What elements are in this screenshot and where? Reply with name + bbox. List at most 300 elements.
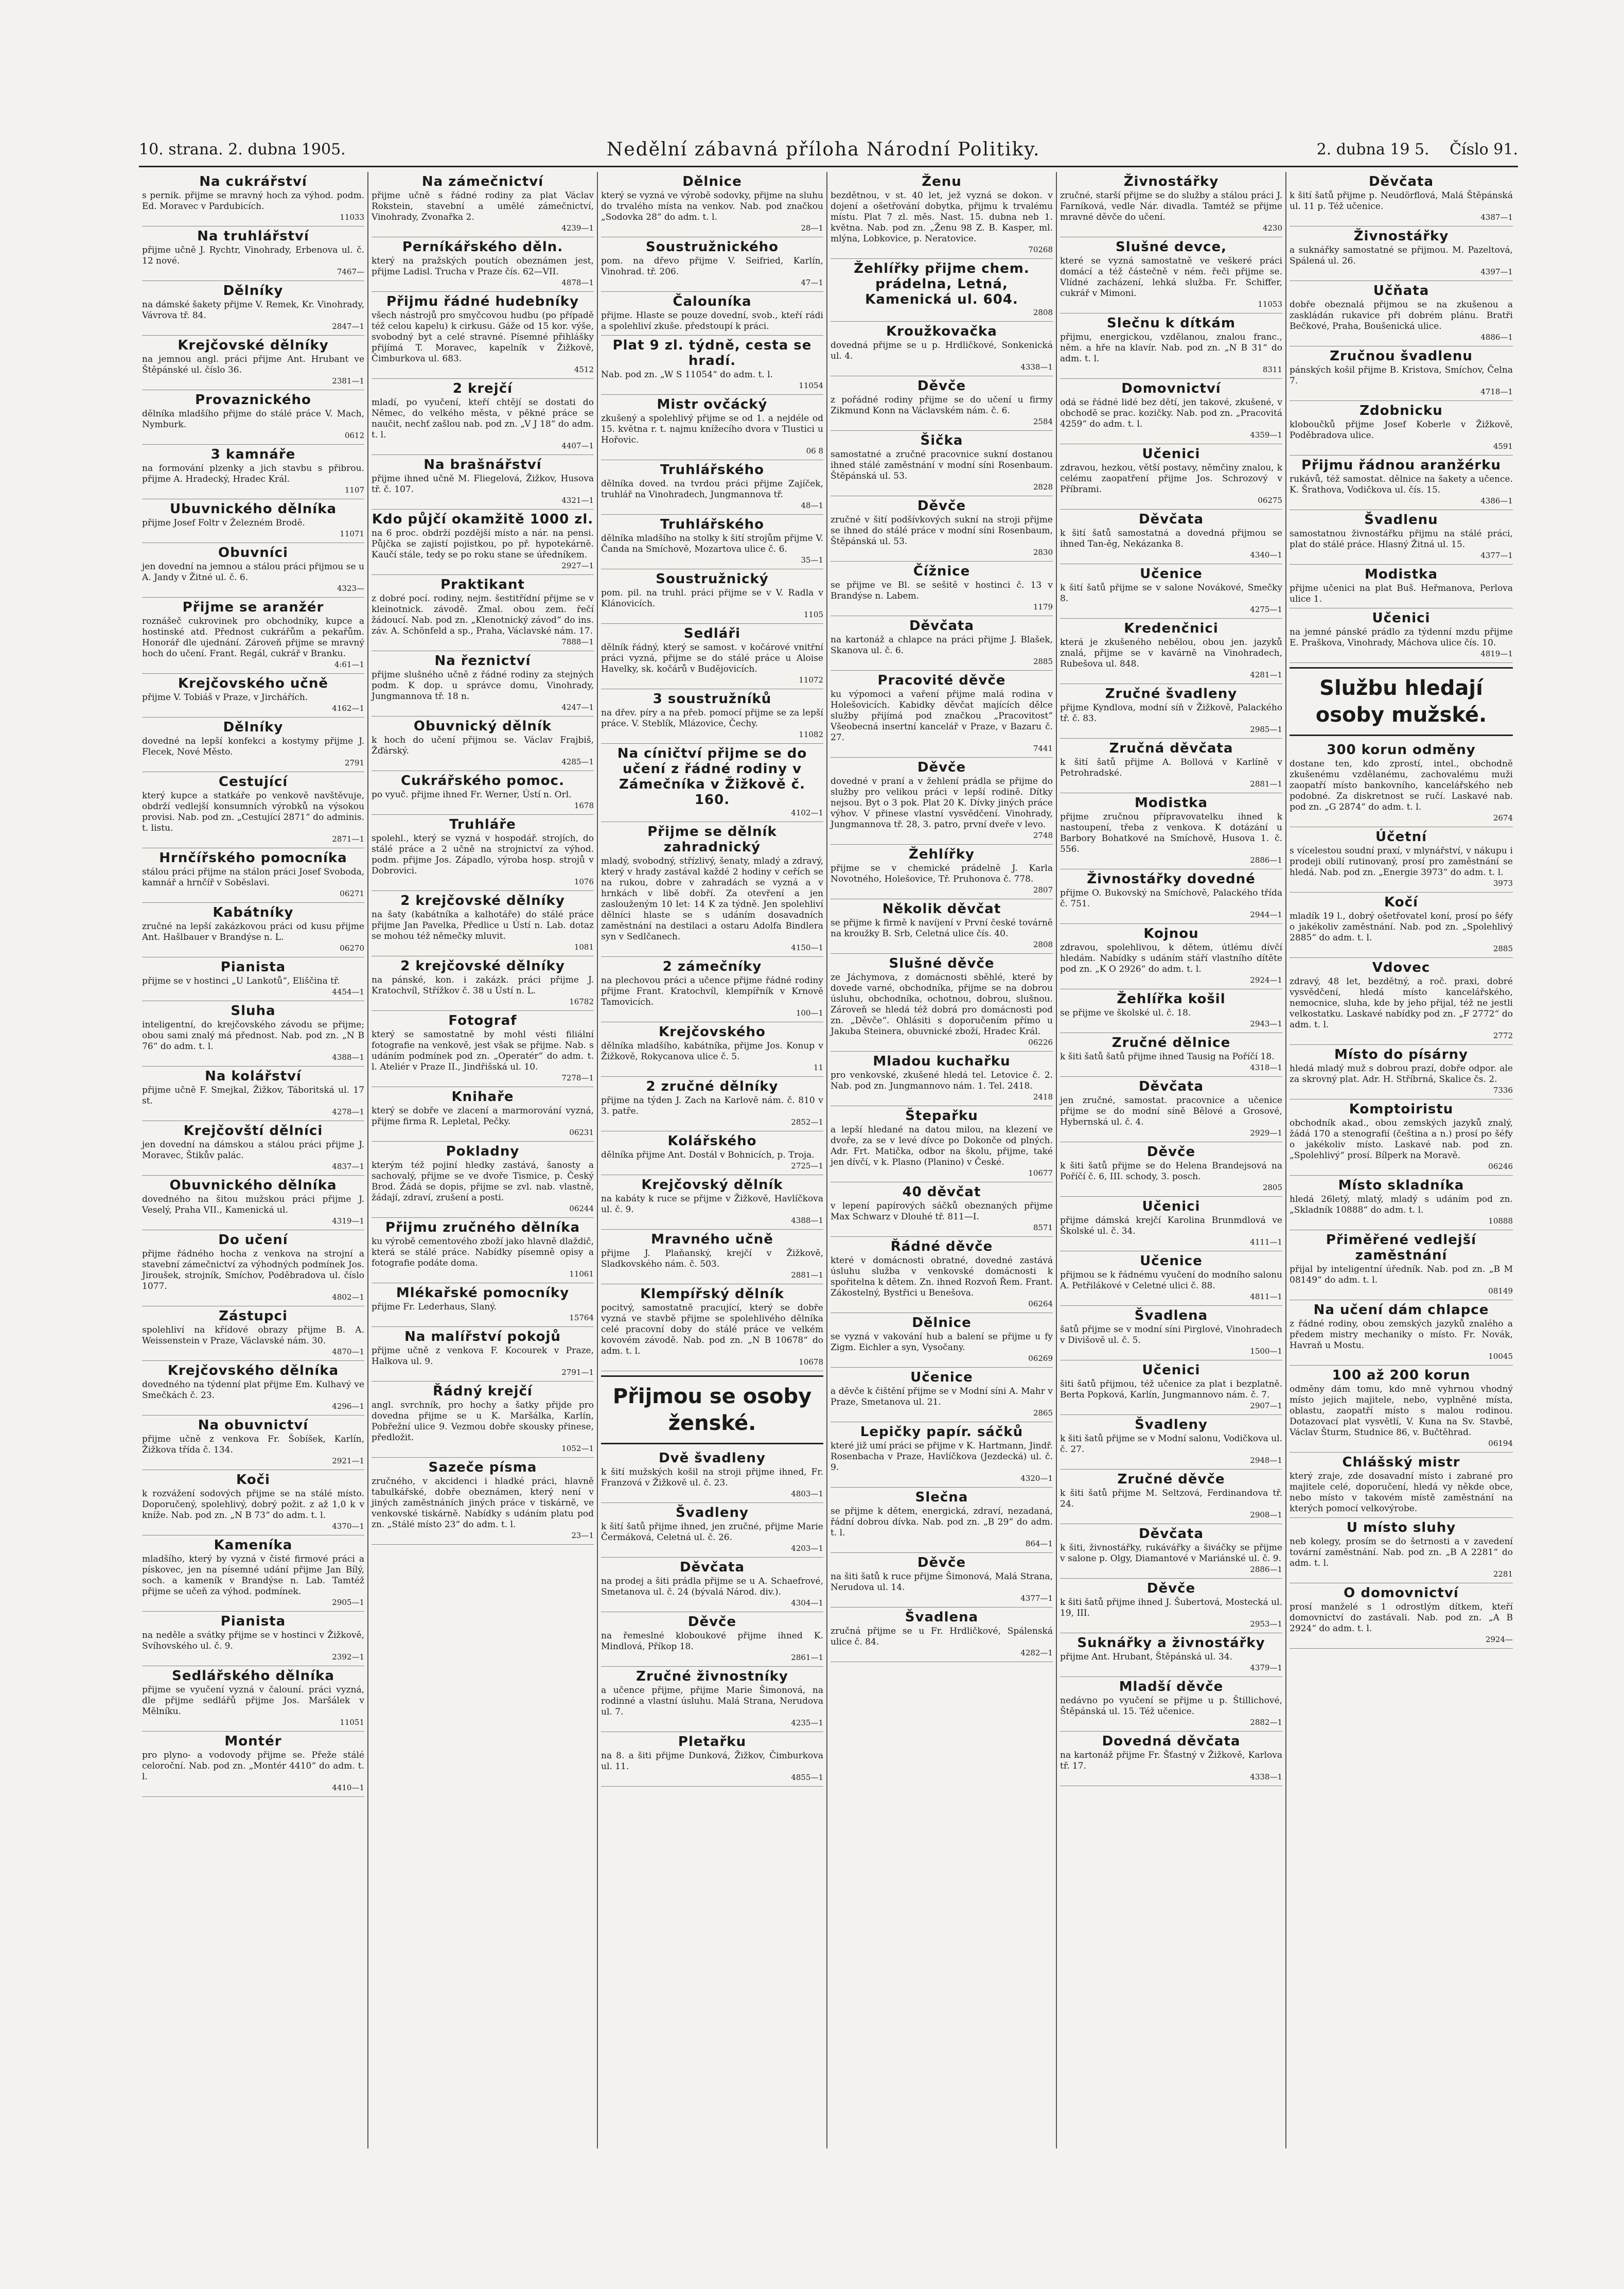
ad-text: které se vyzná samostatně ve veškeré práci domácí a též částečně v ném. řeči přijme se. Vlídné zacházení, lehká služba. Fr. Schiffer, cukrář v Mimoni. bbox=[1060, 256, 1282, 299]
ad-code: 4296—1 bbox=[332, 1402, 364, 1411]
ad-code: 8311 bbox=[1262, 365, 1282, 374]
ad-code: 7278—1 bbox=[561, 1073, 594, 1082]
ad-code: 4410—1 bbox=[332, 1783, 364, 1792]
ad-heading: Slečna bbox=[915, 1490, 968, 1505]
ad-text: zdravou, hezkou, větší postavy, němčiny znalou, k celému zaopatření přijme Jos. Schrozový v Příbrami. bbox=[1060, 463, 1282, 495]
ad-heading: Krejčovské dělníky bbox=[178, 338, 329, 353]
classified-ad bbox=[372, 815, 594, 891]
ad-code: 23—1 bbox=[571, 1531, 594, 1540]
classified-ad bbox=[831, 1607, 1053, 1662]
ad-heading: Děvče bbox=[687, 1614, 737, 1630]
ad-code: 11053 bbox=[1258, 300, 1282, 309]
ad-heading: Žehlířky bbox=[909, 847, 975, 862]
ad-heading: Do učení bbox=[218, 1232, 288, 1248]
ad-heading: Místo skladníka bbox=[1338, 1178, 1464, 1193]
ad-text: přijme Josef Foltr v Železném Brodě. bbox=[142, 518, 305, 528]
ad-heading: Kdo půjčí okamžitě 1000 zl. bbox=[372, 512, 594, 527]
classified-ad bbox=[372, 651, 594, 717]
ad-code: 4282—1 bbox=[1020, 1648, 1053, 1657]
classified-ad bbox=[372, 1458, 594, 1545]
classified-ad bbox=[142, 1176, 364, 1230]
ad-heading: Provaznického bbox=[195, 392, 311, 408]
classified-ad bbox=[372, 455, 594, 510]
classified-ad bbox=[601, 1612, 823, 1667]
ad-text: dovedná přijme se u p. Hrdličkové, Sonkenická ul. 4. bbox=[831, 340, 1053, 361]
classified-ad bbox=[142, 1067, 364, 1121]
classified-ad bbox=[1290, 346, 1513, 401]
ad-heading: Zručnou švadlenu bbox=[1330, 348, 1473, 364]
ad-heading: Soustružnického bbox=[646, 239, 779, 255]
classified-ad bbox=[601, 957, 823, 1022]
ad-heading: Sluha bbox=[231, 1003, 276, 1019]
classified-ad bbox=[142, 674, 364, 718]
ad-text: odměny dám tomu, kdo mně vyhrnou vhodný místo jejich majitele, nebo, vyplněné místa, oblastu, zaopatří místo s malou rodinou. Dotazovací plat vysvětlí, V. Kuna na Sv. Stavbě, Václav Šturm, Studnice 86, v. Bučtěhrad. bbox=[1290, 1384, 1513, 1438]
classified-ad bbox=[1060, 444, 1282, 510]
ad-code: 2674 bbox=[1493, 813, 1513, 823]
ad-code: 4359—1 bbox=[1250, 430, 1282, 440]
ad-heading: Děvče bbox=[917, 498, 966, 514]
ad-code: 06246 bbox=[1488, 1162, 1513, 1171]
classified-ad bbox=[831, 259, 1053, 322]
classified-ad bbox=[142, 1121, 364, 1176]
classified-ad bbox=[1060, 684, 1282, 739]
ad-text: přijme dámská krejčí Karolina Brunmdlová ve Školské ul. č. 34. bbox=[1060, 1215, 1282, 1236]
ad-heading: Klempířský dělník bbox=[640, 1286, 784, 1302]
classified-ad bbox=[1290, 172, 1513, 226]
ad-code: 4285—1 bbox=[561, 757, 594, 766]
ad-code: 2281 bbox=[1493, 1569, 1513, 1579]
ad-code: 1179 bbox=[1033, 602, 1053, 611]
ad-code: 2791 bbox=[344, 758, 364, 767]
classified-ad bbox=[601, 1022, 823, 1077]
ad-text: zdravou, spolehlivou, k dětem, útlému dívčí hledám. Nabídky s udáním stáří vlastního dítěte pod zn. „K O 2926“ do adm. t. l. bbox=[1060, 942, 1282, 974]
ad-code: 08149 bbox=[1488, 1286, 1513, 1296]
ad-text: ku výpomoci a vaření přijme malá rodina v Holešovicích. Kabidky děvčat majících dělce služby přijímá pod značkou „Pracovitost“ Všeobecná insertní kancelář v Praze, v Bazaru č. 27. bbox=[831, 689, 1053, 743]
ad-code: 2882—1 bbox=[1250, 1718, 1282, 1727]
ad-code: 2584 bbox=[1033, 417, 1053, 426]
classified-ad bbox=[1060, 172, 1282, 237]
ad-code: 2881—1 bbox=[791, 1270, 823, 1280]
ad-text: k šiti šatů přijme se do Helena Brandejsová na Poříčí č. 6, III. schody, 3. posch. bbox=[1060, 1161, 1282, 1182]
ad-text: který se dobře ve zlacení a marmorování vyzná, přijme firma R. Lepletal, Pečky. bbox=[372, 1106, 594, 1127]
ad-heading: Štepařku bbox=[905, 1108, 978, 1124]
ad-text: se přijme k firmě k navíjení v První české továrně na kroužky B. Srb, Celetná ulice čís. 40. bbox=[831, 918, 1053, 939]
ad-text: pom. pil. na truhl. práci přijme se v V. Radla v Klánovicích. bbox=[601, 588, 823, 609]
ad-text: na prodej a šiti prádla přijme se u A. Schaefrové, Smetanova ul. č. 24 (bývalá Národ. div.). bbox=[601, 1576, 823, 1597]
ad-code: 4377—1 bbox=[1020, 1594, 1053, 1603]
ad-code: 4878—1 bbox=[561, 278, 594, 287]
classified-ad bbox=[1290, 1366, 1513, 1453]
ad-heading: Učenice bbox=[1140, 566, 1203, 582]
ad-heading: Truhlářského bbox=[660, 462, 765, 478]
classified-ad bbox=[1060, 869, 1282, 924]
ad-code: 7467— bbox=[337, 267, 364, 276]
ad-code: 2886—1 bbox=[1250, 1565, 1282, 1574]
classified-ad bbox=[1290, 1583, 1513, 1649]
classified-ad bbox=[1060, 619, 1282, 684]
classified-ad bbox=[1060, 1360, 1282, 1415]
ad-heading: 2 krejčovské dělníky bbox=[400, 893, 565, 908]
ad-code: 4379—1 bbox=[1250, 1663, 1282, 1672]
ad-code: 2392—1 bbox=[332, 1652, 364, 1662]
classified-ad bbox=[1060, 1524, 1282, 1579]
classified-ad bbox=[1290, 1300, 1513, 1366]
classified-ad bbox=[372, 1218, 594, 1283]
ad-code: 16782 bbox=[569, 997, 594, 1006]
ad-heading: Řádné děvče bbox=[890, 1239, 993, 1254]
classified-ad bbox=[142, 281, 364, 336]
ad-code: 2885 bbox=[1033, 657, 1053, 666]
ad-heading: 2 krejčí bbox=[452, 381, 513, 396]
ad-text: přijme učně z venkova Fr. Šobíšek, Karlín, Žižkova třída č. 134. bbox=[142, 1434, 364, 1455]
ad-code: 11072 bbox=[799, 675, 823, 685]
classified-ad bbox=[372, 292, 594, 379]
classified-ad bbox=[1060, 989, 1282, 1033]
ad-code: 4340—1 bbox=[1250, 550, 1282, 560]
classified-ad bbox=[372, 1283, 594, 1327]
ad-text: k šití šatů přijme se v salone Novákové, Smečky 8. bbox=[1060, 583, 1282, 604]
ad-code: 4111—1 bbox=[1250, 1237, 1282, 1247]
classified-ad bbox=[372, 956, 594, 1011]
ad-heading: Dělnice bbox=[912, 1315, 972, 1331]
ad-text: neb kolegy, prosím se do šetrnosti a v zavedení tovární zaměstnání. Nab. pod zn. „B A 2281“ do adm. t. l. bbox=[1290, 1536, 1513, 1568]
classified-ad bbox=[1060, 510, 1282, 564]
classified-ad bbox=[1290, 401, 1513, 456]
classified-ad bbox=[142, 718, 364, 772]
ad-heading: Slušné děvče bbox=[889, 956, 995, 971]
ad-text: samostatné a zručné pracovnice sukní dostanou ihned stálé zaměstnání v modní síni Rosenbaum. Štěpánská ul. 53. bbox=[831, 449, 1053, 481]
ad-heading: Švadlena bbox=[1134, 1308, 1208, 1323]
ad-code: 2943—1 bbox=[1250, 1019, 1282, 1028]
classified-ad bbox=[831, 845, 1053, 899]
ad-code: 10677 bbox=[1028, 1168, 1053, 1178]
ad-code: 2381—1 bbox=[332, 376, 364, 386]
ad-code: 1107 bbox=[344, 485, 364, 495]
ad-text: k šití šatů přijme ihned, jen zručné, přijme Marie Čermáková, Celetná ul. č. 26. bbox=[601, 1522, 823, 1543]
ad-heading: Pletařku bbox=[678, 1734, 747, 1750]
ad-code: 35—1 bbox=[801, 555, 823, 565]
classified-ad bbox=[831, 616, 1053, 671]
ad-code: 4203—1 bbox=[791, 1544, 823, 1553]
header-date: 2. dubna 19 5. bbox=[1316, 140, 1429, 159]
ad-text: k šití šatů samostatná a dovedná přijmou se ihned Tan-ěg, Nekázanka 8. bbox=[1060, 528, 1282, 549]
ad-text: mladšího, který by vyzná v čisté firmové práci a pískovec, jen na písemné udání přijme Jan Bílý, soch. a kameník v Brandýse n. Lab. Tamtéž přijme se učeň za výhod. podmínek. bbox=[142, 1554, 364, 1597]
ad-heading: Na učení dám chlapce bbox=[1313, 1302, 1489, 1318]
ad-heading: Krejčovský dělník bbox=[641, 1177, 783, 1193]
ad-text: na dámské šakety přijme V. Remek, Kr. Vinohrady, Vávrova tř. 84. bbox=[142, 300, 364, 321]
page-number-date: 10. strana. 2. dubna 1905. bbox=[139, 140, 346, 159]
ad-text: zručné v šití podšívkových sukní na stroji přijme se ihned do stálé práce v modní síni Rosenbaum, Štěpánská ul. 53. bbox=[831, 515, 1053, 547]
ad-code: 4247—1 bbox=[561, 703, 594, 712]
ad-heading: Zručná děvčata bbox=[1109, 741, 1233, 756]
classified-ad bbox=[372, 1011, 594, 1087]
ad-code: 2924—1 bbox=[1250, 975, 1282, 985]
ad-code: 4162—1 bbox=[332, 704, 364, 713]
ad-heading: Suknářky a živnostářky bbox=[1077, 1635, 1265, 1651]
classified-ad bbox=[601, 1558, 823, 1612]
ad-text: přijme ihned učně M. Fliegelová, Žižkov, Husova tř. č. 107. bbox=[372, 474, 594, 495]
ad-heading: Slečnu k dítkám bbox=[1107, 316, 1235, 331]
classified-ad bbox=[372, 771, 594, 815]
ad-text: přijme se v chemické prádelně J. Karla Novotného, Holešovice, Tř. Pruhonova č. 778. bbox=[831, 863, 1053, 884]
classified-ad bbox=[372, 172, 594, 237]
ad-heading: Učňata bbox=[1373, 283, 1429, 299]
ad-text: který se vyzná ve výrobě sodovky, přijme na sluhu do trvalého místa na venkov. Nab. pod značkou „Sodovka 28“ do adm. t. l. bbox=[601, 190, 823, 222]
ad-text: angl. svrchník, pro hochy a šatky přijde pro dovedna přijme se u K. Maršálka, Karlín, Pobřežní ulice 9. Vezmou dobře skousky přinese, předložit. bbox=[372, 1400, 594, 1443]
classified-ad bbox=[1060, 1251, 1282, 1306]
ad-text: se přijme ve Bl. se sešitě v hostinci č. 13 v Brandýse n. Labem. bbox=[831, 580, 1053, 601]
section-heading: Službu hledají osoby mužské. bbox=[1290, 667, 1513, 736]
classified-ad bbox=[142, 1732, 364, 1797]
ad-text: který kupce a statkáře po venkově navštěvuje, obdrží vedlejší konsumních výrobků na výsokou provisi. Nab. pod zn. „Cestující 2871“ do adminis. t. listu. bbox=[142, 791, 364, 833]
ad-code: 15764 bbox=[569, 1313, 594, 1322]
ad-code: 2924— bbox=[1485, 1635, 1513, 1644]
issue-number: Číslo 91. bbox=[1450, 140, 1518, 159]
ad-code: 2725—1 bbox=[791, 1161, 823, 1170]
classified-ad bbox=[142, 390, 364, 445]
classified-ad bbox=[601, 822, 823, 957]
ad-text: ku výrobě cementového zboží jako hlavně dlaždič, která se stálé práce. Nabídky písemně opisy a fotografie podáte doma. bbox=[372, 1236, 594, 1268]
ad-heading: Mlékařské pomocníky bbox=[396, 1285, 570, 1301]
ad-text: dovedného na šitou mužskou práci přijme J. Veselý, Praha VII., Kamenická ul. bbox=[142, 1194, 364, 1215]
ad-text: přijme O. Bukovský na Smíchově, Palackého třída č. 751. bbox=[1060, 888, 1282, 909]
ad-code: 11054 bbox=[799, 381, 823, 390]
ad-heading: Švadleny bbox=[676, 1505, 749, 1521]
classified-ad bbox=[1060, 793, 1282, 869]
ad-text: pom. na dřevo přijme V. Seifried, Karlín, Vinohrad. tř. 206. bbox=[601, 256, 823, 277]
classified-ad bbox=[831, 1106, 1053, 1182]
classified-ad bbox=[1290, 1099, 1513, 1176]
supplement-title: Nedělní zábavná příloha Národní Politiky. bbox=[606, 138, 1040, 160]
ad-heading: Truhláře bbox=[449, 817, 516, 832]
ad-heading: Praktikant bbox=[440, 577, 525, 592]
ad-text: přijme Kyndlova, modní síň v Žižkově, Palackého tř. č. 83. bbox=[1060, 703, 1282, 724]
ad-code: 4388—1 bbox=[791, 1216, 823, 1225]
ad-heading: Děvče bbox=[1146, 1144, 1196, 1160]
ad-code: 1052—1 bbox=[561, 1444, 594, 1453]
classified-ad bbox=[831, 899, 1053, 954]
classified-ad bbox=[372, 1087, 594, 1142]
classified-ad bbox=[601, 515, 823, 569]
ad-heading: Učenici bbox=[1142, 1199, 1201, 1214]
ad-text: se přijme k dětem, energická, zdraví, nezadaná, řádní dobrou dívka. Nab. pod zn. „B 29“ do adm. t. l. bbox=[831, 1506, 1053, 1538]
ad-text: k šiti šatů přijme se v Modní salonu, Vodičkova ul. č. 27. bbox=[1060, 1434, 1282, 1455]
ad-text: zručné na lepší zakázkovou práci od kusu přijme Ant. Hašlbauer v Brandýse n. L. bbox=[142, 921, 364, 942]
ad-heading: Krejčovského bbox=[659, 1024, 766, 1040]
classified-ad bbox=[601, 569, 823, 624]
classified-ad bbox=[372, 575, 594, 651]
ad-code: 4407—1 bbox=[561, 441, 594, 450]
ad-heading: Řádný krejčí bbox=[433, 1384, 533, 1399]
ad-text: přijme učně s řádné rodiny za plat Václav Rokstein, stavební a umělé zámečnictví, Vinohrady, Zvonařka 2. bbox=[372, 190, 594, 222]
ad-code: 4239—1 bbox=[561, 223, 594, 233]
ad-code: 2881—1 bbox=[1250, 779, 1282, 789]
classified-ad bbox=[142, 1470, 364, 1535]
ad-text: přijmou se k řádnému vyučení do modního salonu A. Petřilákové v Celetné ulici č. 88. bbox=[1060, 1270, 1282, 1291]
ad-heading: Domovnictví bbox=[1121, 381, 1221, 396]
ad-code: 2808 bbox=[1033, 940, 1053, 949]
ad-text: přijme slušného učně z řádné rodiny za stejných podm. K dop. u správce domu, Vinohrady, Jungmannova tř. 18 n. bbox=[372, 670, 594, 702]
classified-ad bbox=[372, 891, 594, 956]
ad-code: 2948—1 bbox=[1250, 1456, 1282, 1465]
classified-ad bbox=[1290, 1453, 1513, 1518]
ad-text: k šiti, živnostářky, rukávářky a šiváčky se přijme v salone p. Olgy, Diamantové v Mariánské ul. č. 9. bbox=[1060, 1543, 1282, 1564]
ad-heading: Švadlena bbox=[905, 1610, 979, 1625]
ad-heading: Ubuvnického dělníka bbox=[169, 501, 337, 517]
ad-heading: Děvče bbox=[917, 1555, 966, 1570]
ad-text: přijme učně z venkova F. Kocourek v Praze, Halkova ul. 9. bbox=[372, 1346, 594, 1367]
ad-code: 4819—1 bbox=[1480, 649, 1513, 658]
classified-ad bbox=[372, 510, 594, 575]
ad-heading: U místo sluhy bbox=[1346, 1520, 1456, 1535]
ad-code: 2907—1 bbox=[1250, 1401, 1282, 1410]
header-rule bbox=[139, 166, 1518, 167]
classified-ad bbox=[1290, 1230, 1513, 1300]
ad-heading: Místo do písárny bbox=[1334, 1047, 1468, 1062]
classified-ad bbox=[1290, 893, 1513, 958]
classified-ad bbox=[1060, 1077, 1282, 1142]
classified-ad bbox=[601, 1230, 823, 1284]
classified-ad bbox=[1060, 1197, 1282, 1251]
ad-text: hledá 26letý, mlatý, mladý s udáním pod zn. „Skladník 10888“ do adm. t. l. bbox=[1290, 1194, 1513, 1215]
ad-code: 8571 bbox=[1033, 1223, 1053, 1232]
ad-code: 06275 bbox=[1258, 496, 1282, 505]
classified-ad bbox=[831, 431, 1053, 496]
ad-heading: Obuvnický dělník bbox=[413, 719, 552, 734]
ad-code: 10888 bbox=[1488, 1216, 1513, 1226]
classified-ad bbox=[1290, 510, 1513, 565]
classified-ad bbox=[142, 1361, 364, 1416]
classified-ad bbox=[601, 689, 823, 744]
ad-text: které již umí práci se přijme v K. Hartmann, Jindř. Rosenbacha v Praze, Havlíčkova (Jezdecká) ul. č. 9. bbox=[831, 1441, 1053, 1473]
classified-ad bbox=[142, 543, 364, 598]
ad-heading: 3 soustružníků bbox=[652, 691, 772, 707]
classified-ad bbox=[372, 237, 594, 292]
ad-code: 0612 bbox=[344, 431, 364, 440]
ad-text: s pernik. přijme se mravný hoch za výhod. podm. Ed. Moravec v Pardubicích. bbox=[142, 190, 364, 212]
ad-heading: Na truhlářství bbox=[197, 229, 309, 244]
ad-heading: O domovnictví bbox=[1344, 1585, 1459, 1601]
classified-ad bbox=[1290, 565, 1513, 608]
ad-code: 4386—1 bbox=[1480, 496, 1513, 505]
ad-code: 06231 bbox=[569, 1128, 594, 1137]
classified-ad bbox=[142, 1612, 364, 1666]
ad-heading: Švadleny bbox=[1135, 1417, 1208, 1432]
ad-text: který se samostatně by mohl vésti filiální fotografie na venkově, jest však se přijme. Nab. s udáním podmínek pod zn. „Operatér“ do adm. t. l. Ateliér v Praze II., Jindřišská ul. 10. bbox=[372, 1029, 594, 1072]
ad-heading: Obuvníci bbox=[218, 545, 288, 561]
ad-heading: Živnostářky dovedné bbox=[1087, 871, 1256, 887]
ad-code: 2953—1 bbox=[1250, 1619, 1282, 1629]
classified-ad bbox=[601, 292, 823, 336]
ad-text: na neděle a svátky přijme se v hostinci v Žižkově, Svíhovského ul. č. 9. bbox=[142, 1630, 364, 1651]
classified-ad bbox=[831, 954, 1053, 1052]
ad-text: a učence přijme, přijme Marie Šimonová, na rodinné a vlastní úsluhu. Malá Strana, Nerudova ul. 7. bbox=[601, 1685, 823, 1717]
ad-text: dostane ten, kdo zprostí, intel., obchodně zkušenému vzdělanému, zachovalému muži zaopatří místo bankovního, kancelářského neb podobné. Za diskretnost se ručí. Laskavé nab. pod zn. „G 2874“ do adm. t. l. bbox=[1290, 759, 1513, 812]
ad-code: 06269 bbox=[1028, 1354, 1053, 1363]
ad-text: pro plyno- a vodovody přijme se. Přeže stálé celoroční. Nab. pod zn. „Montér 4410“ do adm. t. l. bbox=[142, 1750, 364, 1782]
ad-code: 2885 bbox=[1493, 944, 1513, 953]
ad-text: přijme Ant. Hrubant, Štěpánská ul. 34. bbox=[1060, 1652, 1232, 1662]
ad-code: 4512 bbox=[574, 365, 594, 374]
ad-code: 4855—1 bbox=[791, 1773, 823, 1782]
ad-code: 70268 bbox=[1028, 245, 1053, 254]
ad-code: 2807 bbox=[1033, 885, 1053, 895]
classified-ad bbox=[1060, 924, 1282, 989]
classified-ad bbox=[601, 172, 823, 237]
ad-heading: Komptoiristu bbox=[1349, 1102, 1454, 1117]
ad-heading: Čížnice bbox=[913, 564, 970, 579]
ad-heading: Přijme se aranžér bbox=[182, 600, 324, 615]
classified-ad bbox=[601, 1077, 823, 1131]
ad-heading: Na malířství pokojů bbox=[404, 1329, 561, 1344]
ad-text: z dobré pocí. rodiny, nejm. šestitřídní přijme se v kleinotnick. závodě. Zmal. obou zem. řečí žádoucí. Nab. pod zn. „Klenotnický závod“ do ins. záv. A. Schönfeld a sp., Praha, Václavské nám. 17. bbox=[372, 593, 594, 636]
ad-heading: Zručné švadleny bbox=[1105, 686, 1238, 702]
ad-heading: Švadlenu bbox=[1364, 512, 1438, 528]
ad-code: 2772 bbox=[1493, 1031, 1513, 1040]
ad-heading: Lepičky papír. sáčků bbox=[860, 1424, 1023, 1440]
ad-heading: Modistka bbox=[1135, 795, 1208, 811]
ad-heading: Několik děvčat bbox=[882, 901, 1001, 917]
ad-text: na 8. a šiti přijme Dunková, Žižkov, Čimburkova ul. 11. bbox=[601, 1751, 823, 1772]
classified-ad bbox=[1290, 958, 1513, 1045]
ad-text: na dřev. píry a na přeb. pomocí přijme se za lepší práce. V. Steblík, Mlázovice, Čechy. bbox=[601, 708, 823, 729]
ad-text: rukávů, též samostat. dělnice na šakety a učence. K. Šrathova, Vodičkova ul. čís. 15. bbox=[1290, 474, 1513, 495]
ad-heading: Mladší děvče bbox=[1119, 1679, 1224, 1694]
ad-code: 4397—1 bbox=[1480, 267, 1513, 276]
classified-ad bbox=[1060, 1142, 1282, 1197]
ad-text: dělník řádný, který se samost. v kočárové vnitřní práci vyzná, přijme se do stálé práce u Aloise Havelky, sk. kočárů v Budějovicích. bbox=[601, 642, 823, 674]
classified-ad bbox=[1060, 1633, 1282, 1677]
ad-text: dělníka mladšího, kabátníka, přijme Jos. Konup v Žižkově, Rokycanova ulice č. 5. bbox=[601, 1041, 823, 1062]
classified-ad bbox=[142, 172, 364, 226]
classified-ad bbox=[1060, 1470, 1282, 1524]
ad-text: na řemeslné kloboukové přijme ihned K. Mindlová, Příkop 18. bbox=[601, 1631, 823, 1652]
ad-code: 11 bbox=[813, 1063, 823, 1072]
ad-code: 4230 bbox=[1262, 223, 1282, 233]
ad-heading: Kolářského bbox=[667, 1133, 757, 1149]
ad-code: 28—1 bbox=[801, 223, 823, 233]
ad-code: 4803—1 bbox=[791, 1489, 823, 1498]
ad-text: hledá mladý muž s dobrou prazí, dobře odpor. ale za skrovný plat. Adr. H. Stříbrná, Skalice čs. 2. bbox=[1290, 1063, 1513, 1085]
ad-code: 4320—1 bbox=[1020, 1474, 1053, 1483]
ad-text: dělníka mladšího přijme do stálé práce V. Mach, Nymburk. bbox=[142, 409, 364, 430]
ad-heading: Dělníky bbox=[223, 283, 284, 299]
classified-ad bbox=[601, 1448, 823, 1503]
ad-text: dělníka přijme Ant. Dostál v Bohnicích, p. Troja. bbox=[601, 1150, 815, 1160]
ad-code: 4235—1 bbox=[791, 1718, 823, 1727]
ad-code: 4319—1 bbox=[332, 1216, 364, 1226]
ad-heading: Soustružnický bbox=[656, 571, 769, 587]
ad-text: dělníka mladšího na stolky k šití strojům přijme V. Čanda na Smíchově, Mozartova ulice č. 6. bbox=[601, 533, 823, 554]
ad-code: 864—1 bbox=[1025, 1539, 1053, 1548]
classified-ad bbox=[1290, 1176, 1513, 1230]
ad-text: kterým též pojiní hledky zastává, šanosty a sachovalý, přijme se ve dvoře Tismice, p. Český Brod. Žádá se dopis, přijme se zvl. nab. vlastně, žádají, zdraví, zrušení a posti. bbox=[372, 1160, 594, 1203]
ad-text: a děvče k čištění přijme se v Modní síni A. Mahr v Praze, Smetanova ul. 21. bbox=[831, 1386, 1053, 1407]
column-6 bbox=[1286, 172, 1516, 2148]
ad-code: 06194 bbox=[1488, 1439, 1513, 1448]
classified-ad bbox=[142, 1416, 364, 1470]
ad-code: 2808 bbox=[1033, 308, 1053, 317]
ad-text: na šiti šatů k ruce přijme Šimonová, Malá Strana, Nerudova ul. 14. bbox=[831, 1571, 1053, 1593]
ad-text: a suknářky samostatné se přijmou. M. Pazeltová, Spálená ul. 26. bbox=[1290, 245, 1513, 266]
classified-ad bbox=[142, 1001, 364, 1067]
ad-heading: Děvčata bbox=[1368, 174, 1434, 189]
ad-heading: Učenici bbox=[1372, 610, 1431, 626]
ad-code: 7441 bbox=[1033, 744, 1053, 753]
ad-heading: Sazeče písma bbox=[428, 1460, 537, 1475]
ad-text: inteligentní, do krejčovského závodu se přijme; obou sami znalý má přednost. Nab. pod zn. „N B 76“ do adm. t. l. bbox=[142, 1020, 364, 1052]
ad-heading: Žehlířky přijme chem. prádelna, Letná, Kamenická ul. 604. bbox=[854, 261, 1030, 307]
